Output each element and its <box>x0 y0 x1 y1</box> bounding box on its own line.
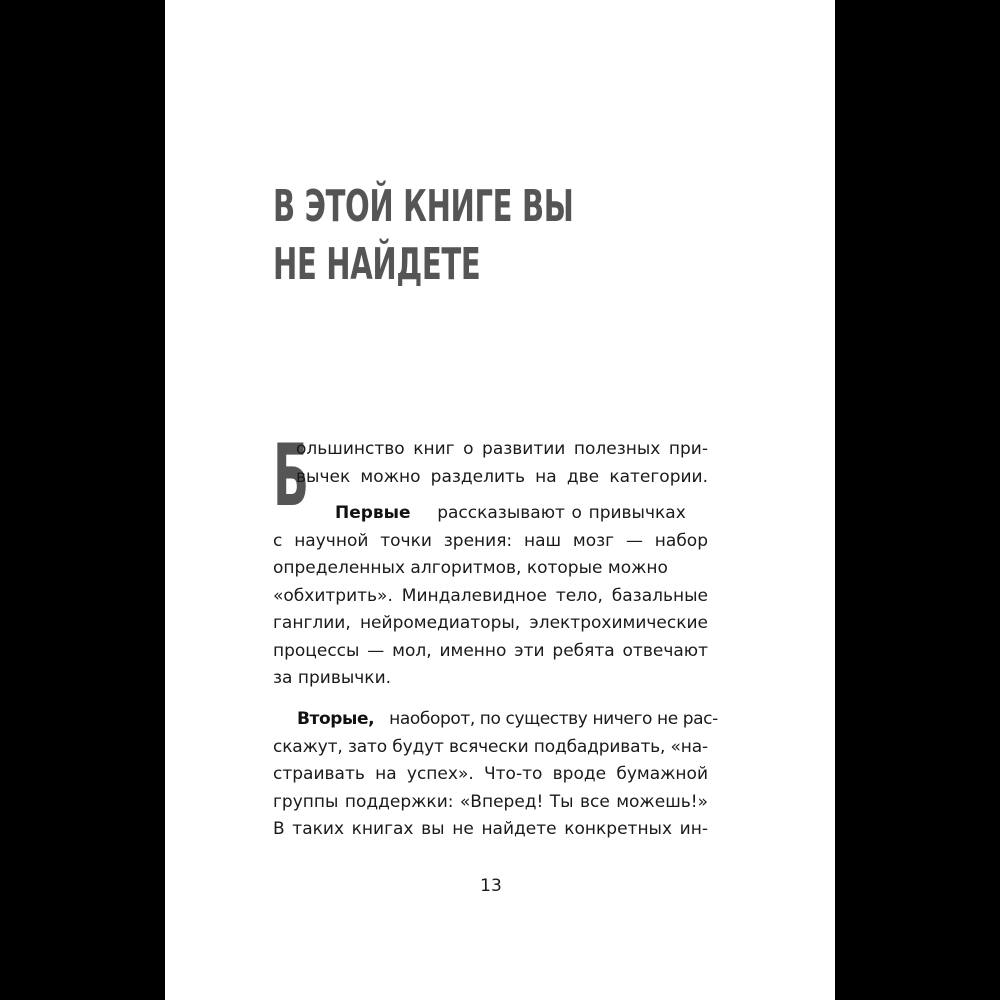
second-category-paragraph <box>273 706 718 844</box>
text-fragment: рассказывают о привычках <box>437 503 686 523</box>
text-line <box>273 706 718 734</box>
book-page <box>165 0 835 1000</box>
text-fragment: наоборот, по существу ничего не рас- <box>389 709 718 729</box>
text-line: с научной точки зрения: наш мозг — набор <box>273 530 708 551</box>
text-line: группы поддержки: «Вперед! Ты все можешь!» <box>273 791 708 812</box>
page-number: 13 <box>480 876 502 896</box>
chapter-title <box>273 178 574 294</box>
text-line: за привычки. <box>273 668 392 688</box>
chapter-title-line-1: В ЭТОЙ КНИГЕ ВЫ <box>273 181 574 232</box>
text-fragment <box>417 503 430 523</box>
text-fragment <box>379 709 384 729</box>
text-line: процессы — мол, именно эти ребята отвечают <box>273 640 708 661</box>
text-line: страивать на успех». Что-то вроде бумажной <box>273 764 708 784</box>
text-line <box>273 500 708 528</box>
text-line: ганглии, нейромедиаторы, электрохимические <box>273 613 708 633</box>
text-line: ольшинство книг о развитии полезных при- <box>296 439 708 459</box>
text-line: вычек можно разделить на две категории. <box>296 466 708 487</box>
text-line: определенных алгоритмов, которые можно <box>273 558 668 578</box>
intro-paragraph <box>296 436 708 491</box>
first-category-paragraph <box>273 500 708 693</box>
first-category-lead: Первые <box>335 503 411 523</box>
second-category-lead: Вторые, <box>297 709 375 729</box>
text-line: «обхитрить». Миндалевидное тело, базальные <box>273 585 708 606</box>
text-line: скажут, зато будут всячески подбадривать, «на- <box>273 736 708 757</box>
chapter-title-line-2: НЕ НАЙДЕТЕ <box>273 239 481 290</box>
text-line: В таких книгах вы не найдете конкретных ин- <box>273 819 708 839</box>
drop-cap: Б <box>273 426 310 526</box>
